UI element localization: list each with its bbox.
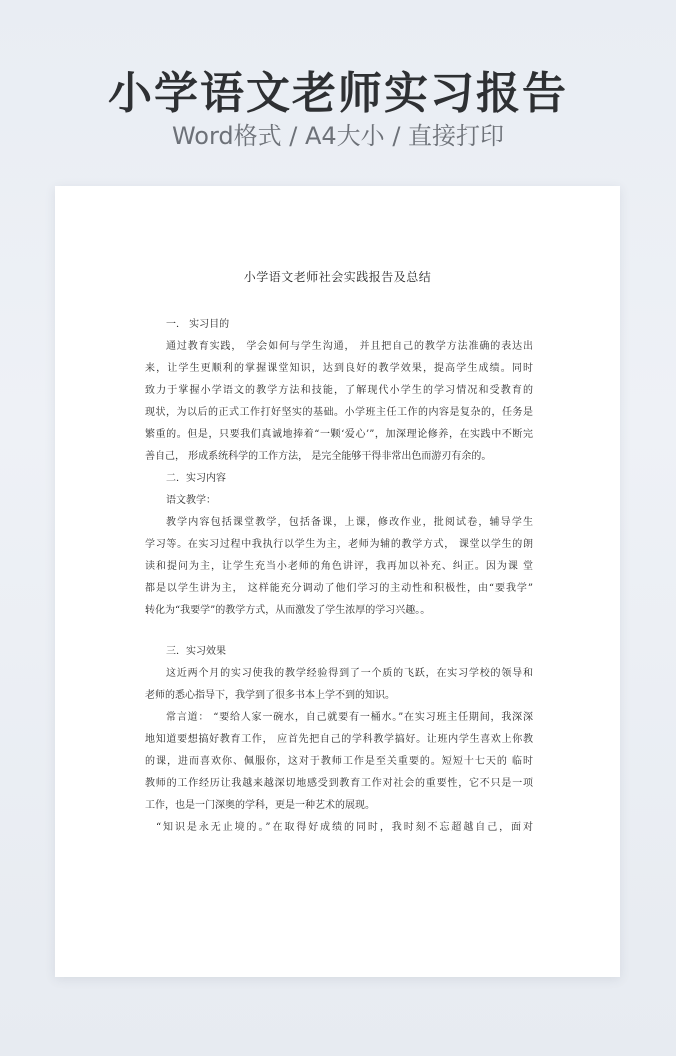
paragraph-line: 致力于掌握小学语文的教学方法和技能，了解现代小学生的学习情况和受教育的	[145, 385, 533, 396]
document-heading: 小学语文老师社会实践报告及总结	[243, 270, 432, 284]
paragraph-line: 这近两个月的实习使我的教学经验得到了一个质的飞跃，在实习学校的领导和	[166, 668, 533, 679]
paragraph-line: 繁重的。但是，只要我们真诚地捧着“一颗‘爱心’”，加深理论修养，在实践中不断完	[145, 429, 533, 440]
paragraph-line: 来，让学生更顺利的掌握课堂知识，达到良好的教学效果，提高学生成绩。同时	[145, 363, 533, 374]
paragraph-line: 常言道： “要给人家一碗水，自己就要有一桶水。”在实习班主任期间，我深深	[166, 712, 533, 723]
document-page	[55, 186, 620, 977]
section-heading: 一． 实习目的	[166, 319, 230, 330]
paragraph-line: 工作，也是一门深奥的学科，更是一种艺术的展现。	[145, 800, 375, 811]
banner-title: 小学语文老师实习报告	[108, 68, 568, 119]
paragraph-line: 现状，为以后的正式工作打好坚实的基础。小学班主任工作的内容是复杂的，任务是	[145, 407, 533, 418]
banner-subtitle: Word格式 / A4大小 / 直接打印	[171, 122, 505, 150]
paragraph-line: 的课，进而喜欢你、佩服你，这对于教师工作是至关重要的。短短十七天的 临时	[145, 756, 533, 767]
paragraph-line: 老师的悉心指导下，我学到了很多书本上学不到的知识。	[145, 690, 395, 701]
paragraph-line: 教师的工作经历让我越来越深切地感受到教育工作对社会的重要性，它不只是一项	[145, 778, 533, 789]
paragraph-line: 善自己， 形成系统科学的工作方法， 是完全能够干得非常出色而游刃有余的。	[145, 451, 492, 462]
paragraph-line: 读和提问为主，让学生充当小老师的角色讲评，我再加以补充、纠正。因为课 堂	[145, 561, 533, 572]
blank-line	[145, 622, 533, 641]
paragraph-line: 教学内容包括课堂教学，包括备课，上课，修改作业，批阅试卷，辅导学生	[166, 517, 533, 528]
paragraph-line: 地知道要想搞好教育工作， 应首先把自己的学科教学搞好。让班内学生喜欢上你教	[145, 734, 533, 745]
section-heading: 二．实习内容	[166, 473, 226, 484]
paragraph-line: 都是以学生讲为主， 这样能充分调动了他们学习的主动性和积极性，由“要我学”	[145, 583, 533, 594]
paragraph-line: 通过教育实践， 学会如何与学生沟通， 并且把自己的教学方法准确的表达出	[166, 341, 533, 352]
section-heading: 三．实习效果	[166, 646, 226, 657]
paragraph-line: 转化为“我要学”的教学方式，从而激发了学生浓厚的学习兴趣。。	[145, 605, 431, 616]
paragraph-line: “知识是永无止境的。”在取得好成绩的同时，我时刻不忘超越自己，面对	[156, 822, 533, 833]
document-body	[145, 314, 533, 839]
subsection-heading: 语文教学：	[166, 495, 216, 506]
paragraph-line: 学习等。在实习过程中我执行以学生为主，老师为辅的教学方式， 课堂以学生的朗	[145, 539, 533, 550]
